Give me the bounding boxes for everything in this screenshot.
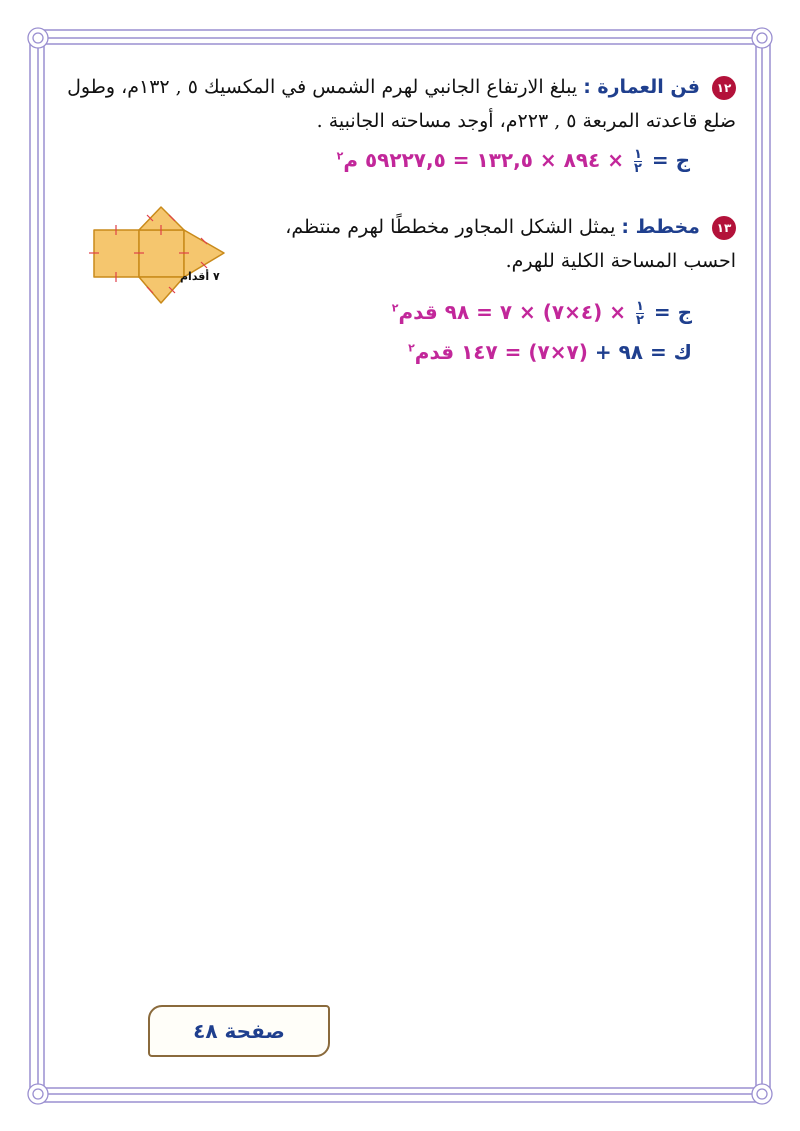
question-13 [266, 210, 736, 278]
fraction-half [636, 300, 644, 327]
question-number-badge: ١٢ [712, 76, 736, 100]
page-number-label: صفحة ٤٨ [193, 1019, 285, 1043]
answer-lhs: ج = [651, 148, 690, 172]
fraction-half [634, 148, 642, 175]
figure-dimension-label: ٧ أقدام [180, 270, 220, 283]
frac-numerator: ١ [633, 147, 642, 162]
question-text: يبلغ الارتفاع الجانبي لهرم الشمس في المكسيك ٥ , ١٣٢م، وطول [67, 76, 578, 98]
question-12 [56, 70, 736, 138]
answer-sup: ٢ [391, 301, 399, 315]
frac-denominator: ٢ [633, 161, 642, 176]
question-13-line2: احسب المساحة الكلية للهرم. [505, 250, 736, 272]
answer-13-lateral [392, 300, 692, 327]
answer-rhs: × (٤×٧) × ٧ = ٩٨ قدم [398, 300, 626, 324]
answer-rhs: (٧×٧) = ١٤٧ قدم [414, 340, 588, 364]
frac-denominator: ٢ [635, 313, 644, 328]
answer-sup: ٢ [408, 341, 415, 355]
answer-lhs: ج = [653, 300, 692, 324]
question-topic: فن العمارة : [583, 76, 700, 98]
answer-12 [337, 148, 690, 175]
question-12-line1 [56, 70, 736, 104]
page-number-box [148, 1005, 330, 1057]
answer-rhs: × ٨٩٤ × ١٣٢,٥ = ٥٩٢٢٧,٥ م [343, 148, 624, 172]
question-number-badge: ١٣ [712, 216, 736, 240]
frac-numerator: ١ [635, 299, 644, 314]
question-text: يمثل الشكل المجاور مخططًا لهرم منتظم، [285, 216, 616, 238]
net-square-left [94, 230, 139, 277]
net-square-right [139, 230, 184, 277]
answer-13-total [408, 340, 692, 364]
question-13-line1 [266, 210, 736, 244]
question-12-line2: ضلع قاعدته المربعة ٥ , ٢٢٣م، أوجد مساحته الجانبية . [316, 110, 736, 132]
answer-lhs: ك = ٩٨ + [594, 340, 692, 364]
net-triangle-bottom [139, 277, 184, 303]
question-topic: مخطط : [621, 216, 700, 238]
pyramid-net-diagram [84, 205, 234, 315]
answer-sup: ٢ [336, 149, 344, 163]
